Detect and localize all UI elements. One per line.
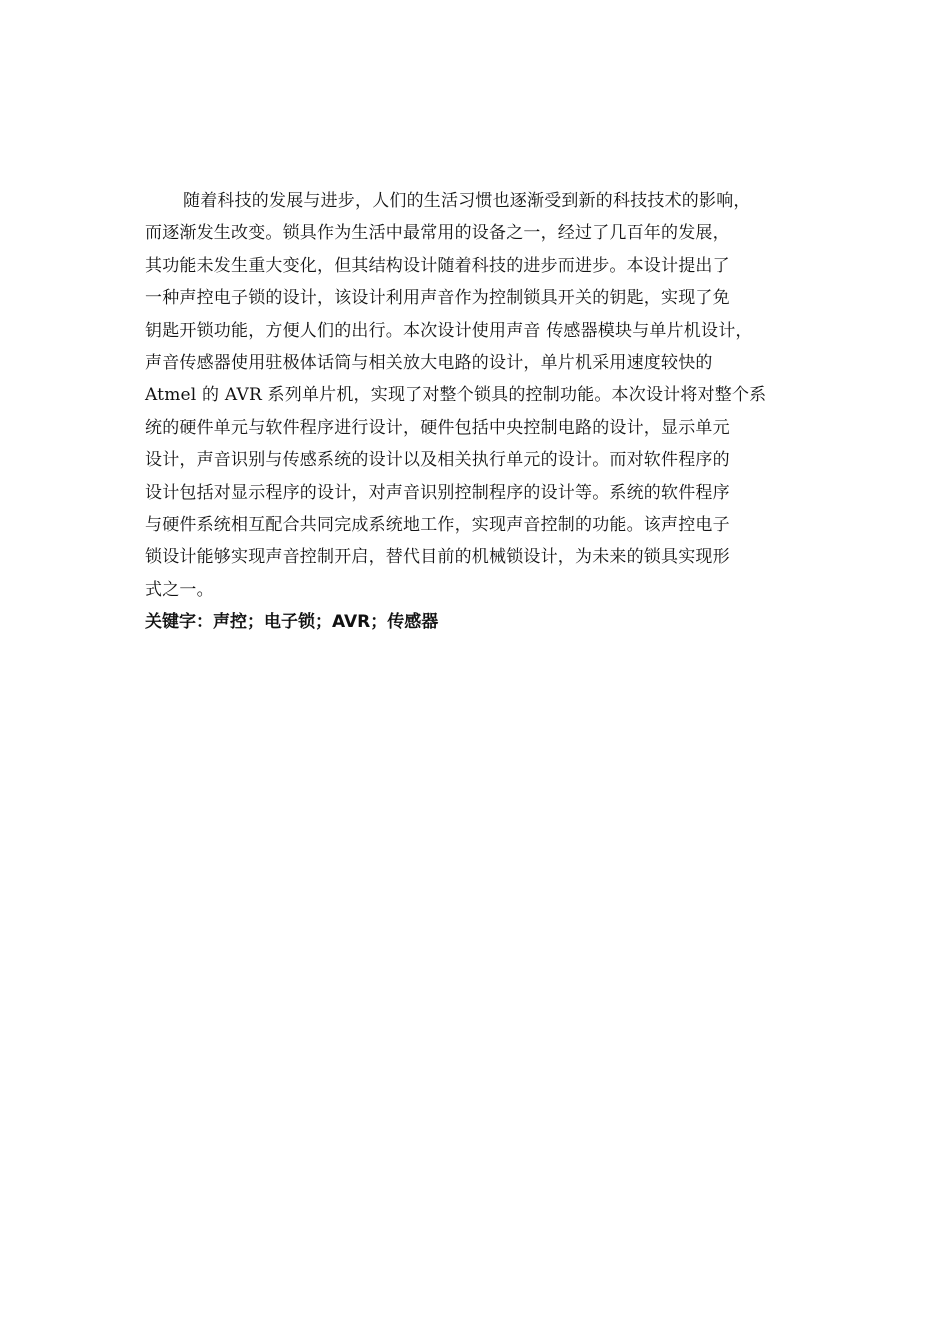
abstract-line: 统的硬件单元与软件程序进行设计，硬件包括中央控制电路的设计，显示单元: [145, 417, 730, 438]
abstract-line: 其功能未发生重大变化，但其结构设计随着科技的进步而进步。本设计提出了: [145, 255, 730, 276]
abstract-line: 设计，声音识别与传感系统的设计以及相关执行单元的设计。而对软件程序的: [145, 450, 730, 471]
abstract-line: 钥匙开锁功能，方便人们的出行。本次设计使用声音 传感器模块与单片机设计，: [145, 320, 753, 341]
abstract-line: 设计包括对显示程序的设计，对声音识别控制程序的设计等。系统的软件程序: [145, 482, 730, 503]
abstract-line: 随着科技的发展与进步，人们的生活习惯也逐渐受到新的科技技术的影响，: [183, 191, 751, 211]
abstract-line: 与硬件系统相互配合共同完成系统地工作，实现声音控制的功能。该声控电子: [145, 514, 730, 535]
abstract-section: [145, 185, 845, 638]
abstract-line: 一种声控电子锁的设计，该设计利用声音作为控制锁具开关的钥匙，实现了免: [145, 288, 730, 309]
abstract-line: Atmel 的 AVR 系列单片机，实现了对整个锁具的控制功能。本次设计将对整个系: [145, 385, 767, 406]
abstract-line: 而逐渐发生改变。锁具作为生活中最常用的设备之一，经过了几百年的发展，: [145, 223, 730, 244]
keywords-line: 关键字：声控；电子锁；AVR；传感器: [145, 612, 439, 633]
abstract-line: 声音传感器使用驻极体话筒与相关放大电路的设计，单片机采用速度较快的: [145, 352, 713, 373]
abstract-line: 锁设计能够实现声音控制开启，替代目前的机械锁设计，为未来的锁具实现形: [145, 547, 730, 568]
abstract-line: 式之一。: [145, 579, 214, 600]
